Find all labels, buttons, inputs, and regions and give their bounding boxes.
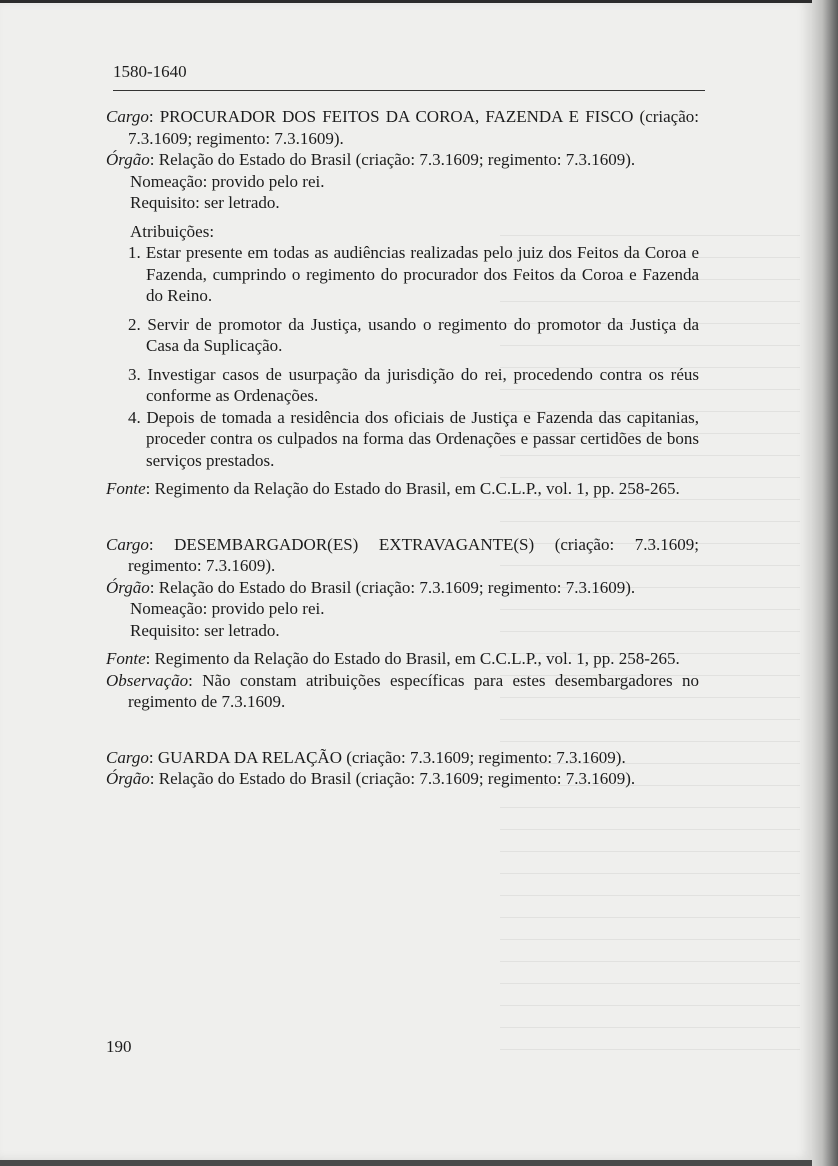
entry-2-observacao: Observação: Não constam atribuições específicas para estes desembargadores no regimento de 7.3.1609. xyxy=(106,670,699,711)
entry-2-cargo: Cargo: DESEMBARGADOR(ES) EXTRAVAGANTE(S) (criação: 7.3.1609; regimento: 7.3.1609). xyxy=(106,534,699,575)
atribuicao-item: 4. Depois de tomada a residência dos oficiais de Justiça e Fazenda das capitanias, proceder contra os culpados na forma das Ordenações e passar certidões de bons serviços prestados. xyxy=(128,407,699,470)
orgao-label: Órgão xyxy=(106,577,150,597)
orgao-text: Relação do Estado do Brasil (criação: 7.3.1609; regimento: 7.3.1609). xyxy=(158,150,636,169)
entry-1-fonte: Fonte: Regimento da Relação do Estado do Brasil, em C.C.L.P., vol. 1, pp. 258-265. xyxy=(106,479,680,498)
observacao-text: Não constam atribuições específicas para estes desembargadores no regimento de 7.3.1609. xyxy=(128,670,699,711)
fonte-label: Fonte xyxy=(106,649,146,668)
atribuicao-item: 3. Investigar casos de usurpação da jurisdição do rei, procedendo contra os réus conforme as Ordenações. xyxy=(128,364,699,405)
cargo-label: Cargo xyxy=(106,747,149,767)
fonte-label: Fonte xyxy=(106,479,146,498)
entry-2-requisito: Requisito: ser letrado. xyxy=(130,620,280,640)
orgao-text: Relação do Estado do Brasil (criação: 7.3.1609; regimento: 7.3.1609). xyxy=(158,769,636,788)
entry-1-nomeacao: Nomeação: provido pelo rei. xyxy=(130,171,325,191)
observacao-label: Observação xyxy=(106,670,189,690)
entry-1-orgao: Órgão: Relação do Estado do Brasil (criação: 7.3.1609; regimento: 7.3.1609). xyxy=(106,150,636,169)
entry-2-orgao: Órgão: Relação do Estado do Brasil (criação: 7.3.1609; regimento: 7.3.1609). xyxy=(106,577,636,597)
cargo-text: GUARDA DA RELAÇÃO (criação: 7.3.1609; regimento: 7.3.1609). xyxy=(157,747,626,767)
orgao-label: Órgão xyxy=(106,150,150,169)
cargo-label: Cargo xyxy=(106,534,149,554)
atribuicao-item: 2. Servir de promotor da Justiça, usando o regimento do promotor da Justiça da Casa da Suplicação. xyxy=(128,314,699,355)
entry-2-fonte: Fonte: Regimento da Relação do Estado do Brasil, em C.C.L.P., vol. 1, pp. 258-265. xyxy=(106,649,680,668)
cargo-label: Cargo xyxy=(106,107,149,126)
entry-1-requisito: Requisito: ser letrado. xyxy=(130,193,280,212)
orgao-label: Órgão xyxy=(106,769,150,788)
running-head: 1580-1640 xyxy=(113,62,187,81)
top-border xyxy=(0,0,812,3)
page-content xyxy=(106,106,699,790)
header-rule xyxy=(113,90,705,91)
fonte-text: Regimento da Relação do Estado do Brasil, em C.C.L.P., vol. 1, pp. 258-265. xyxy=(154,479,680,498)
entry-1-cargo: Cargo: PROCURADOR DOS FEITOS DA COROA, FAZENDA E FISCO (criação: 7.3.1609; regimento: 7.3.1609). xyxy=(106,107,699,148)
atribuicao-item: 1. Estar presente em todas as audiências realizadas pelo juiz dos Feitos da Coroa e Fazenda, cumprindo o regimento do procurador dos Feitos da Coroa e Fazenda do Reino. xyxy=(128,243,699,305)
entry-2-nomeacao: Nomeação: provido pelo rei. xyxy=(130,599,325,618)
entry-1-atribuicoes-title: Atribuições: xyxy=(130,221,215,241)
entry-3-orgao: Órgão: Relação do Estado do Brasil (criação: 7.3.1609; regimento: 7.3.1609). xyxy=(106,769,636,788)
book-spine-edge xyxy=(812,0,838,1166)
entry-3-cargo: Cargo: GUARDA DA RELAÇÃO (criação: 7.3.1609; regimento: 7.3.1609). xyxy=(106,747,626,767)
cargo-text: PROCURADOR DOS FEITOS DA COROA, FAZENDA E FISCO (criação: 7.3.1609; regimento: 7.3.1609). xyxy=(128,107,699,148)
fonte-text: Regimento da Relação do Estado do Brasil, em C.C.L.P., vol. 1, pp. 258-265. xyxy=(154,649,680,668)
cargo-text: DESEMBARGADOR(ES) EXTRAVAGANTE(S) (criação: 7.3.1609; regimento: 7.3.1609). xyxy=(128,534,699,575)
orgao-text: Relação do Estado do Brasil (criação: 7.3.1609; regimento: 7.3.1609). xyxy=(158,577,636,597)
page-number: 190 xyxy=(106,1037,132,1056)
